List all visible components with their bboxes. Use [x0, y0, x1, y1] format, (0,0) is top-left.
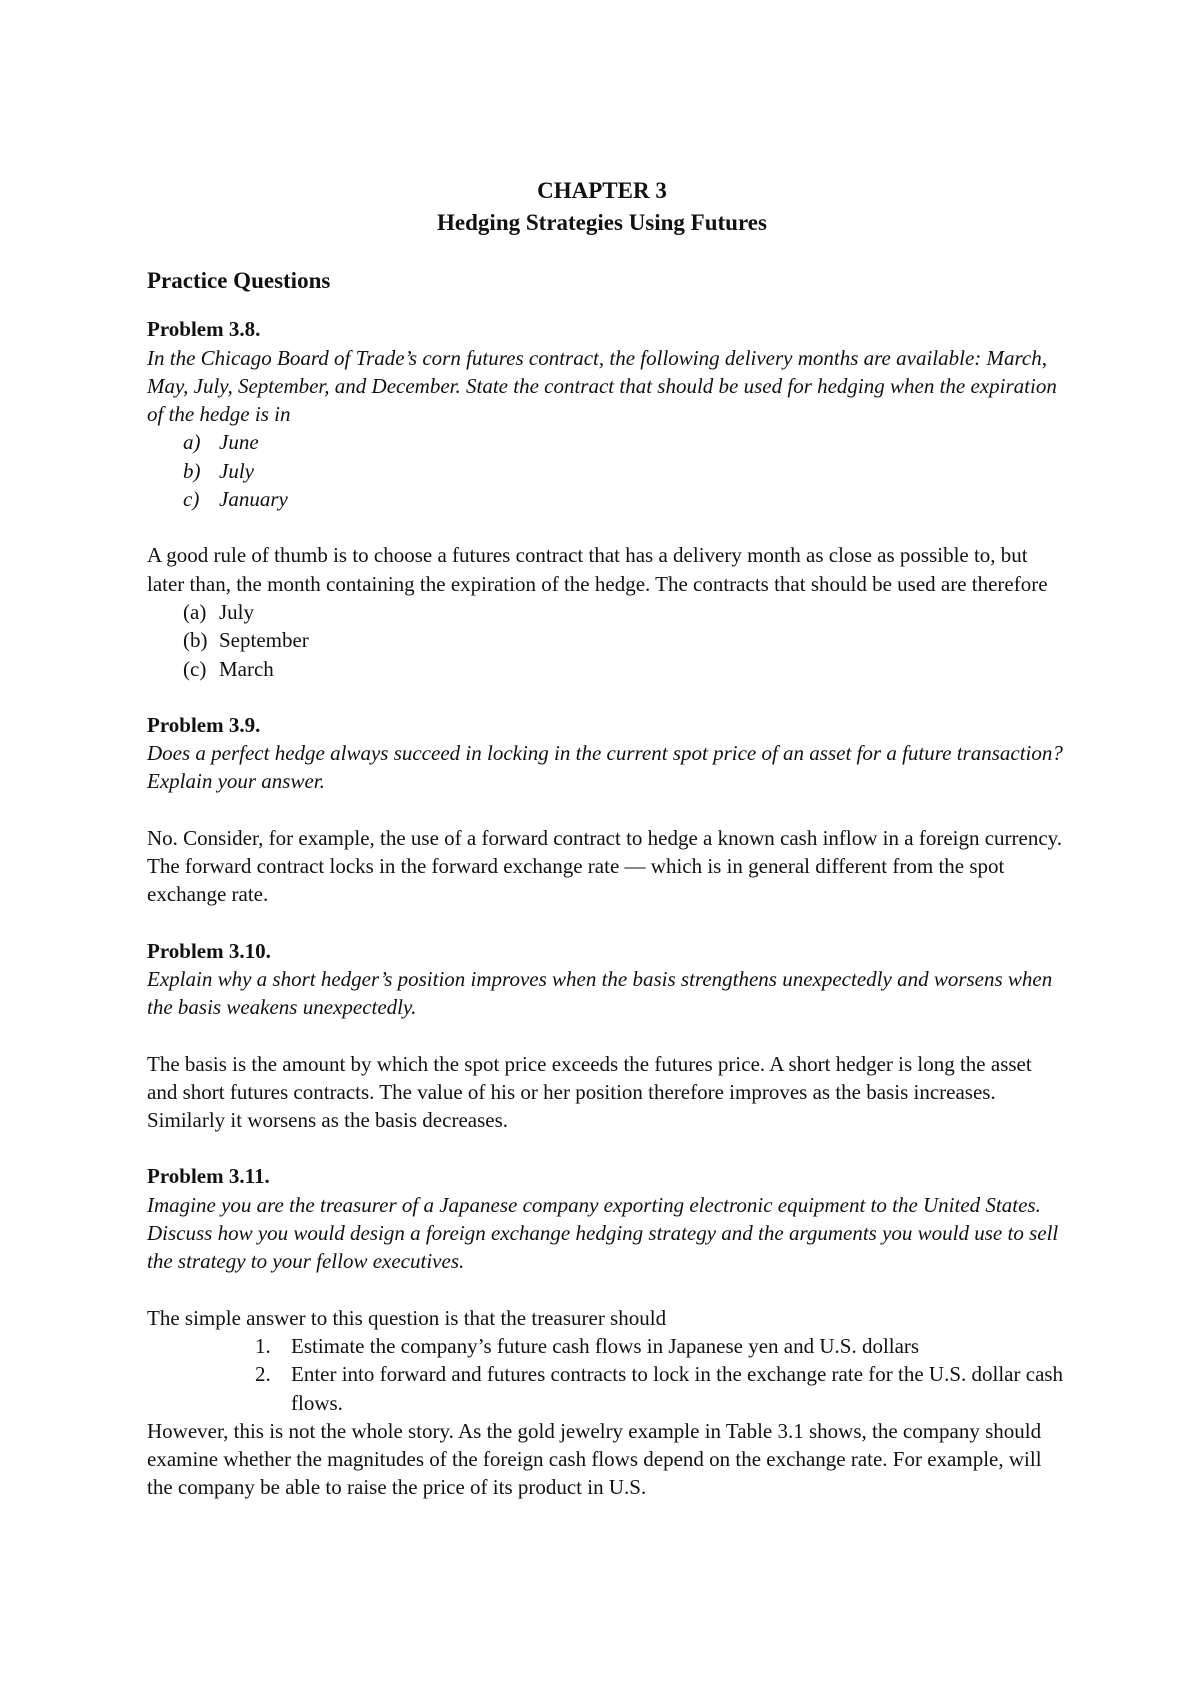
problem-answer: No. Consider, for example, the use of a forward contract to hedge a known cash inflow in a foreign currency. The forward contract locks in the forward exchange rate — which is in general different from the spot exchange rate. — [147, 825, 1063, 907]
list-item — [147, 428, 1067, 456]
list-item — [147, 598, 1067, 626]
answer-steps — [147, 1332, 1067, 1417]
problem-answer: A good rule of thumb is to choose a futures contract that has a delivery month as close as possible to, but later than, the month containing the expiration of the hedge. The contracts that should be used are therefore — [147, 543, 1048, 596]
list-marker: (a) — [183, 599, 207, 624]
chapter-header — [137, 175, 1067, 239]
problem-question: Does a perfect hedge always succeed in locking in the current spot price of an asset for a future transaction? Explain your answer. — [147, 741, 1063, 794]
problem-answer: The simple answer to this question is that the treasurer should — [147, 1305, 667, 1330]
problem-answer: The basis is the amount by which the spot price exceeds the futures price. A short hedger is long the asset and short futures contracts. The value of his or her position therefore improves as the basis increases. Similarly it worsens as the basis decreases. — [147, 1051, 1032, 1133]
list-marker: b) — [183, 458, 201, 483]
problem-3-11 — [147, 1162, 1067, 1501]
list-item-text: March — [219, 656, 274, 681]
list-marker: 1. — [255, 1333, 271, 1358]
chapter-title: Hedging Strategies Using Futures — [437, 210, 767, 235]
list-item — [147, 655, 1067, 683]
list-item-text: June — [219, 430, 259, 455]
problem-answer-continued: However, this is not the whole story. As the gold jewelry example in Table 3.1 shows, the company should examine whether the magnitudes of the foreign cash flows depend on the exchange rate. For example, will the company be able to raise the price of its product in U.S. — [147, 1418, 1042, 1500]
problem-question: Imagine you are the treasurer of a Japanese company exporting electronic equipment to the United States. Discuss how you would design a foreign exchange hedging strategy and the arguments you would use to sell the strategy to your fellow executives. — [147, 1192, 1059, 1274]
problem-title: Problem 3.10. — [147, 938, 271, 963]
list-marker: (c) — [183, 656, 207, 681]
problem-3-10 — [147, 937, 1067, 1135]
problem-question: In the Chicago Board of Trade’s corn futures contract, the following delivery months are available: March, May, July, September, and December. State the contract that should be used for hedging when the expiration of the hedge is in — [147, 345, 1057, 427]
document-page — [147, 175, 1067, 1502]
list-item — [147, 457, 1067, 485]
question-options — [147, 428, 1067, 513]
problem-question: Explain why a short hedger’s position improves when the basis strengthens unexpectedly and worsens when the basis weakens unexpectedly. — [147, 966, 1053, 1020]
list-item-text: July — [219, 599, 255, 624]
list-marker: a) — [183, 430, 201, 455]
answer-options — [147, 598, 1067, 683]
section-heading: Practice Questions — [147, 268, 331, 293]
list-item — [147, 485, 1067, 513]
list-item — [147, 1332, 1067, 1360]
list-item — [147, 1360, 1067, 1417]
list-marker: 2. — [255, 1362, 271, 1387]
list-item-text: Enter into forward and futures contracts to lock in the exchange rate for the U.S. dollar cash flows. — [291, 1362, 1064, 1415]
list-item-text: Estimate the company’s future cash flows in Japanese yen and U.S. dollars — [291, 1333, 920, 1358]
list-item-text: January — [219, 487, 288, 512]
list-marker: (b) — [183, 628, 208, 653]
problem-title: Problem 3.8. — [147, 317, 261, 342]
list-item — [147, 626, 1067, 654]
list-marker: c) — [183, 487, 200, 512]
list-item-text: July — [219, 458, 254, 483]
problem-3-8 — [147, 315, 1067, 683]
problem-3-9 — [147, 711, 1067, 909]
problem-title: Problem 3.9. — [147, 712, 261, 737]
list-item-text: September — [219, 628, 309, 653]
problem-title: Problem 3.11. — [147, 1164, 270, 1189]
chapter-number: CHAPTER 3 — [537, 178, 667, 203]
